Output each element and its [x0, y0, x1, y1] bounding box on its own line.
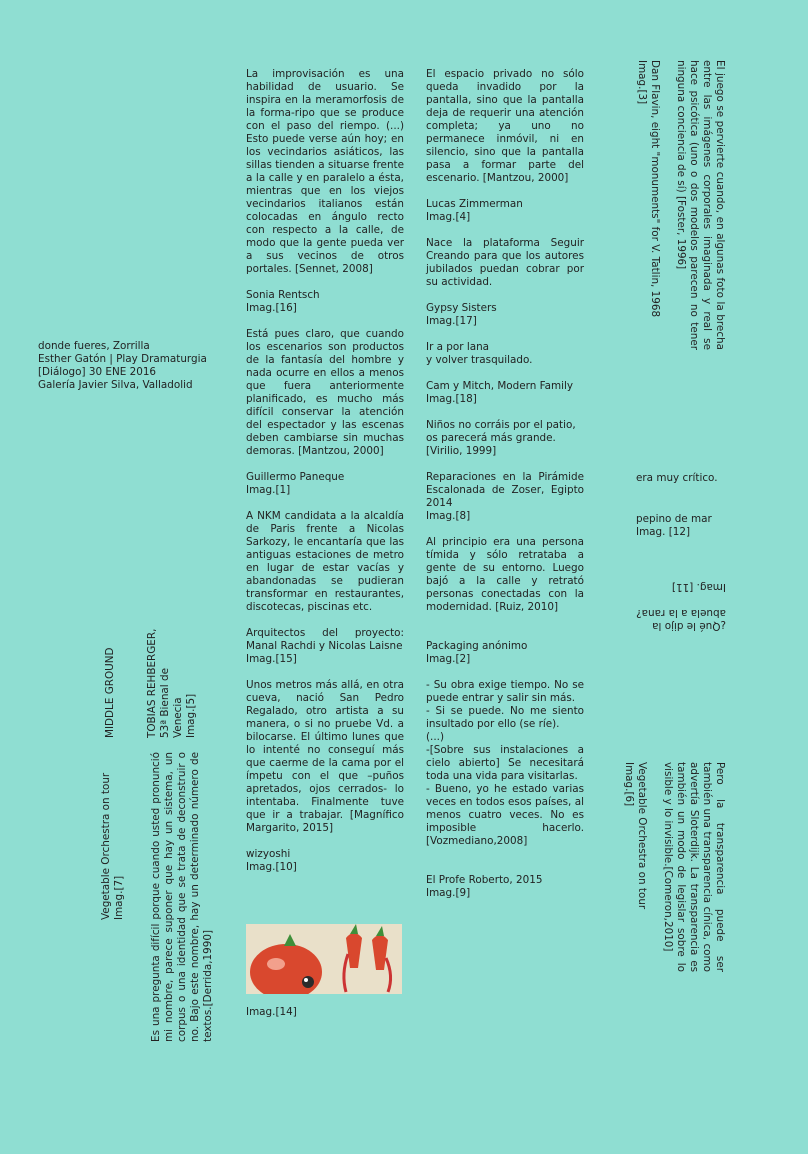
- caption-title: El Profe Roberto, 2015: [426, 874, 543, 886]
- quote-block: [426, 419, 584, 458]
- caption-title: TOBIAS REHBERGER, 53ª Bienal de: [146, 628, 171, 738]
- proverb-line: Ir a por lana: [426, 341, 490, 353]
- caption-block: [246, 627, 404, 666]
- event-line-artist: Esther Gatón | Play Dramaturgia: [38, 353, 207, 365]
- caption-block: [426, 874, 584, 900]
- caption-block: [426, 471, 584, 523]
- quote-line: Niños no corráis por el patio,: [426, 419, 576, 431]
- caption-title: Vegetable Orchestra on tour: [636, 762, 648, 910]
- caption-title: Packaging anónimo: [426, 640, 528, 652]
- caption-block: [426, 302, 584, 328]
- caption-ref: Imag.[18]: [426, 393, 477, 405]
- paragraph: La improvisación es una habilidad de usuario. Se inspira en la meramorfosis de la forma-ripo que se produce con el paso del riempo. (...) Esto puede verse aún hoy; en los vecindarios asiáticos, las sillas tienden a situarse frente a la calle y en paralelo a ésta, mientras que en los viejos vecindarios italianos están colocadas en ángulo recto con respecto a la calle, de modo que la gente pueda ver a sus vecinos de otros portales. [Sennet, 2008]: [246, 68, 404, 275]
- interview-line: (...): [426, 731, 445, 743]
- caption-title: wizyoshi: [246, 848, 291, 860]
- paragraph: Al principio era una persona tímida y sólo retrataba a gente de su entorno. Luego bajó a la calle y retrató personas conectadas con la modernidad. [Ruiz, 2010]: [426, 536, 584, 613]
- caption-ref: Imag.[4]: [426, 211, 471, 223]
- section-label: MIDDLE GROUND: [104, 647, 116, 738]
- caption-block: [426, 198, 584, 224]
- paragraph: El juego se pervierte cuando, en algunas foto la brecha entre las imágenes corporales imaginada y real se hace psicótica (uno o dos modelos parecen no tener ninguna conciencia de sí) [Foster, 1996]: [675, 60, 726, 350]
- caption-ref: Imag. [12]: [636, 526, 691, 538]
- paragraph: Unos metros más allá, en otra cueva, nació San Pedro Regalado, otro artista a su manera, o si no pruebe Vd. a bilocarse. El último lunes que lo intenté no conseguí más que caerme de la cama por el ímpetu con el que –puños apretados, ojos cerrados- lo intentaba. Finalmente tuve que ir a trabajar. [Magnífico Margarito, 2015]: [246, 679, 404, 834]
- event-info: [38, 340, 238, 392]
- caption-ref: Imag. [11]: [671, 581, 726, 593]
- caption-ref: Imag.[3]: [636, 60, 648, 105]
- caption-title: Guillermo Paneque: [246, 471, 345, 483]
- interview-line: -[Sobre sus instalaciones a cielo abierto] Se necesitará toda una vida para visitarlas.: [426, 744, 584, 782]
- interview-line: - Su obra exige tiempo. No se puede entrar y salir sin más.: [426, 679, 584, 704]
- caption-ref: Imag.[7]: [113, 875, 125, 920]
- caption-ref: Imag.[1]: [246, 484, 291, 496]
- caption-title: Lucas Zimmerman: [426, 198, 523, 210]
- paragraph: Nace la plataforma Seguir Creando para que los autores jubilados puedan cobrar por su actividad.: [426, 237, 584, 288]
- event-line-title: donde fueres, Zorrilla: [38, 340, 150, 352]
- caption-ref: Imag.[5]: [185, 693, 197, 738]
- caption-title: Arquitectos del proyecto: Manal Rachdi y Nicolas Laisne: [246, 627, 404, 652]
- caption-block: [246, 289, 404, 315]
- paragraph: Es una pregunta difícil porque cuando usted pronunció mi nombre, parece suponer que hay un sistema, un corpus o una identidad que se trata de deconstruir o no. Bajo este nombre, hay un determinado número de textos.[Derrida,1990]: [150, 752, 214, 1042]
- proverb-block: [426, 341, 584, 367]
- caption-block: [246, 471, 404, 497]
- cartoon-tomato-image: [246, 924, 402, 994]
- rotated-quote-foster: [635, 60, 726, 350]
- caption-block: [426, 640, 584, 666]
- question-line: abuela a la rana?: [636, 607, 726, 619]
- upside-down-question: [626, 580, 726, 632]
- interview-line: - Si se puede. No me siento insultado por ello (se ríe).: [426, 705, 584, 730]
- caption-ref: Imag.[17]: [426, 315, 477, 327]
- rotated-vegetable-caption: [100, 770, 126, 920]
- paragraph: El espacio privado no sólo queda invadido por la pantalla, sino que la pantalla deja de requerir una atención completa; ya uno no permanece inmóvil, ni en silencio, sino que la pantalla pasa a formar parte del escenario. [Mantzou, 2000]: [426, 68, 584, 184]
- rotated-tobias-caption: [146, 628, 198, 738]
- text-column-2: [426, 68, 584, 913]
- caption-title: Dan Flavin, eight "monuments" for V. Tatlin, 1968: [649, 60, 661, 318]
- caption-ref: Imag.[15]: [246, 653, 297, 665]
- caption-ref: Imag.[9]: [426, 887, 471, 899]
- caption-title: Reparaciones en la Pirámide Escalonada de Zoser, Egipto 2014: [426, 471, 584, 509]
- pepino-caption: [636, 513, 728, 539]
- paragraph: Está pues claro, que cuando los escenarios son productos de la fantasía del hombre y nada ocurre en ellos a menos que fuera anteriormente planificado, es mucho más difícil conservar la atención del espectador y las escenas deben cambiarse sin muchas demoras. [Mantzou, 2000]: [246, 328, 404, 457]
- caption-ref: Imag.[2]: [426, 653, 471, 665]
- rotated-middle-ground: [104, 618, 117, 738]
- image-caption: Imag.[14]: [246, 1006, 297, 1018]
- caption-ref: Imag.[10]: [246, 861, 297, 873]
- caption-title: pepino de mar: [636, 513, 712, 525]
- caption-ref: Imag.[16]: [246, 302, 297, 314]
- interview-block: [426, 679, 584, 848]
- text-column-1: [246, 68, 404, 887]
- caption-title: Cam y Mitch, Modern Family: [426, 380, 574, 392]
- caption-title: Vegetable Orchestra on tour: [100, 772, 112, 920]
- paragraph: A NKM candidata a la alcaldía de Paris frente a Nicolas Sarkozy, le encantaría que las antiguas estaciones de metro en lugar de estar vacías y abandonadas se pudieran transformar en restaurantes, discotecas, piscinas etc.: [246, 510, 404, 613]
- question-line: ¿Qué le dijo la: [652, 620, 726, 632]
- paragraph: Pero la transparencia puede ser también una transparencia cínica, como advertía Sloterdijk. La transparencia es también un modo de legislar sobre lo visible y lo invisible.[Comeron,2010]: [662, 762, 726, 972]
- cartoon-tomato-illustration: [246, 924, 402, 994]
- caption-block: [246, 848, 404, 874]
- caption-title: Sonia Rentsch: [246, 289, 320, 301]
- muy-critico-text: era muy crítico.: [636, 472, 718, 484]
- rotated-quote-comeron: [622, 762, 726, 972]
- caption-ref: Imag.[8]: [426, 510, 471, 522]
- caption-block: [426, 380, 584, 406]
- quote-source: [Virilio, 1999]: [426, 445, 497, 457]
- caption-title: Venecia: [172, 697, 184, 738]
- event-line-date: [Diálogo] 30 ENE 2016: [38, 366, 157, 378]
- event-line-venue: Galería Javier Silva, Valladolid: [38, 379, 193, 391]
- caption-title: Gypsy Sisters: [426, 302, 497, 314]
- caption-ref: Imag.[6]: [623, 762, 635, 807]
- interview-line: - Bueno, yo he estado varias veces en todos esos países, al menos cuatro veces. No es imposible hacerlo. [Vozmediano,2008]: [426, 783, 584, 847]
- quote-line: os parecerá más grande.: [426, 432, 556, 444]
- rotated-derrida-quote: [150, 752, 215, 1042]
- proverb-line: y volver trasquilado.: [426, 354, 533, 366]
